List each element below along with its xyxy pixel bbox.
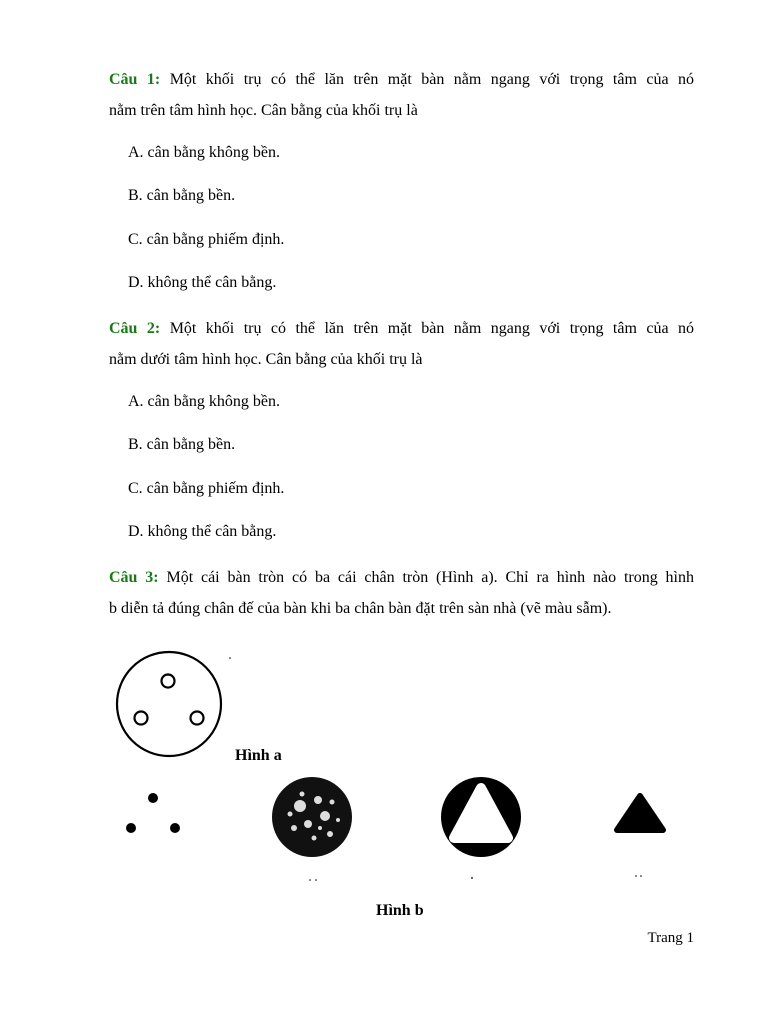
page-number: Trang 1 [647, 930, 694, 946]
question-1-line-2: nằm trên tâm hình học. Cân bằng của khối trụ là [109, 102, 418, 119]
question-3-line-1 [109, 562, 694, 593]
question-3-text-1: Một cái bàn tròn có ba cái chân tròn (Hình a). Chỉ ra hình nào trong hình [166, 569, 695, 586]
question-2-option-c: C. cân bằng phiếm định. [128, 480, 285, 497]
figure-b-option-4 [610, 788, 670, 883]
table-leg-top [162, 675, 175, 688]
figure-b-option-1 [120, 788, 190, 843]
question-2-line-2: nằm dưới tâm hình học. Cân bằng của khối trụ là [109, 351, 423, 368]
question-1-label: Câu 1: [109, 71, 161, 88]
table-leg-right [191, 712, 204, 725]
question-2-option-b: B. cân bằng bền. [128, 436, 236, 453]
question-2-text-1: Một khối trụ có thể lăn trên mặt bàn nằm ngang với trọng tâm của nó [169, 320, 695, 337]
question-1-option-a: A. cân bằng không bền. [128, 144, 280, 161]
question-2-option-a: A. cân bằng không bền. [128, 393, 280, 410]
table-leg-left [135, 712, 148, 725]
figure-a-table [108, 650, 238, 760]
question-1-option-b: B. cân bằng bền. [128, 187, 236, 204]
figure-a-caption: Hình a [235, 747, 282, 764]
question-1-text-1: Một khối trụ có thể lăn trên mặt bàn nằm ngang với trọng tâm của nó [169, 71, 695, 88]
question-3-label: Câu 3: [109, 569, 159, 586]
table-top-outline [117, 652, 221, 756]
question-1-line-1 [109, 64, 694, 95]
figure-b-option-3 [438, 776, 528, 886]
question-2-option-d: D. không thể cân bằng. [128, 523, 277, 540]
question-3-line-2: b diễn tả đúng chân đế của bàn khi ba chân bàn đặt trên sàn nhà (vẽ màu sẫm). [109, 600, 612, 617]
question-2-label: Câu 2: [109, 320, 161, 337]
question-1-option-c: C. cân bằng phiếm định. [128, 231, 285, 248]
question-2-line-1 [109, 313, 694, 344]
question-1-option-d: D. không thể cân bằng. [128, 274, 277, 291]
figure-b-option-2 [270, 776, 360, 886]
figure-b-caption: Hình b [376, 902, 424, 919]
